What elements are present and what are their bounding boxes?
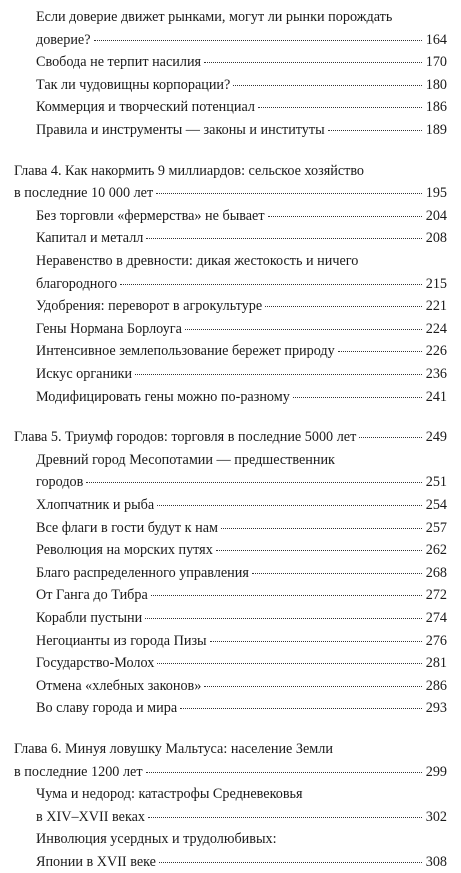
dot-leader [359,437,422,438]
page-number: 215 [425,275,447,292]
dot-leader [233,85,422,86]
entry-text: Благо распределенного управления [36,564,249,581]
entry-text: Капитал и металл [36,230,144,247]
toc-entry [36,205,447,227]
page-number: 308 [425,854,447,870]
dot-leader [157,663,422,664]
toc-entry [36,386,447,408]
toc-entry: Чума и недород: катастрофы Средневековья [36,786,303,803]
page-number: 164 [425,31,447,48]
toc-entry [36,562,447,584]
entry-text: Модифицировать гены можно по-разному [36,388,290,405]
entry-text: Японии в XVII веке [36,854,156,870]
chapter-heading [14,761,447,783]
page-number: 208 [425,230,447,247]
page-number: 254 [425,497,447,513]
page-number: 249 [425,429,447,446]
dot-leader [258,107,422,108]
page-number: 204 [425,207,447,224]
page-number: 236 [425,366,447,382]
entry-text: Во славу города и мира [36,700,178,717]
entry-text: благородного [36,275,118,292]
dot-leader [293,397,422,398]
chapter-heading [14,182,447,204]
page-number: 257 [425,519,447,536]
dot-leader [180,708,422,709]
entry-text: в XIV–XVII веках [36,808,146,825]
toc-entry [36,51,447,73]
page-number: 180 [425,76,447,93]
page-number: 221 [425,298,447,315]
toc-entry [36,471,447,493]
toc-entry [36,806,447,828]
toc-entry [36,517,447,539]
dot-leader [135,374,422,375]
toc-entry [36,851,447,873]
page-number: 293 [425,700,447,717]
toc-entry [36,318,447,340]
dot-leader [120,284,422,285]
entry-text: Корабли пустыни [36,610,143,626]
page-number: 302 [425,808,447,825]
page-number: 224 [425,320,447,337]
page-number: 241 [425,388,447,405]
toc-entry [36,227,447,249]
dot-leader [210,641,422,642]
toc-entry: Если доверие движет рынками, могут ли рынки порождать [36,9,393,25]
entry-text: Коммерция и творческий потенциал [36,99,255,116]
dot-leader [328,130,422,131]
dot-leader [157,505,422,506]
dot-leader [146,772,422,773]
page-number: 251 [425,474,447,491]
entry-text: в последние 1200 лет [14,763,143,780]
page-number: 195 [425,185,447,202]
entry-text: Отмена «хлебных законов» [36,677,202,694]
page-number: 262 [425,542,447,559]
entry-text: Все флаги в гости будут к нам [36,519,218,536]
dot-leader [252,573,422,574]
toc-entry [36,29,447,51]
dot-leader [146,238,422,239]
toc-entry [36,697,447,719]
toc-entry [36,630,447,652]
dot-leader [185,329,422,330]
page-number: 189 [425,122,447,138]
entry-text: Хлопчатник и рыба [36,497,155,513]
entry-text: городов [36,474,84,491]
entry-text: Свобода не терпит насилия [36,54,202,71]
dot-leader [151,595,422,596]
dot-leader [148,817,422,818]
toc-entry: Инволюция усердных и трудолюбивых: [36,831,277,848]
toc-entry [36,675,447,697]
toc-entry [36,96,447,118]
page-number: 286 [425,677,447,694]
toc-entry [36,273,447,295]
entry-text: Революция на морских путях [36,542,213,559]
page-number: 299 [425,763,447,780]
dot-leader [204,62,422,63]
page-number: 274 [425,610,447,626]
toc-entry [36,652,447,674]
entry-text: Правила и инструменты — законы и институты [36,122,325,138]
entry-text: От Ганга до Тибра [36,587,148,604]
chapter-heading [14,426,447,448]
chapter-heading: Глава 4. Как накормить 9 миллиардов: сельское хозяйство [14,162,365,179]
toc-entry [36,74,447,96]
toc-entry [36,539,447,561]
page-number: 276 [425,632,447,649]
dot-leader [216,550,422,551]
dot-leader [265,306,422,307]
page-number: 268 [425,564,447,581]
toc-entry [36,584,447,606]
chapter-heading: Глава 6. Минуя ловушку Мальтуса: население Земли [14,741,333,757]
page-number: 272 [425,587,447,604]
dot-leader [268,216,422,217]
page-number: 170 [425,54,447,71]
toc-entry: Неравенство в древности: дикая жестокость и ничего [36,253,359,269]
entry-text: в последние 10 000 лет [14,185,154,202]
dot-leader [86,482,422,483]
entry-text: Глава 5. Триумф городов: торговля в последние 5000 лет [14,429,357,446]
dot-leader [204,686,422,687]
toc-entry [36,340,447,362]
entry-text: Искус органики [36,366,133,382]
dot-leader [159,862,422,863]
toc-entry [36,295,447,317]
entry-text: Негоцианты из города Пизы [36,632,207,649]
entry-text: Так ли чудовищны корпорации? [36,76,231,93]
toc-entry [36,119,447,141]
page-number: 226 [425,343,447,360]
page-number: 186 [425,99,447,116]
entry-text: Гены Нормана Борлоуга [36,320,182,337]
entry-text: Государство-Молох [36,655,155,672]
toc-entry [36,494,447,516]
toc-entry [36,607,447,629]
entry-text: Удобрения: переворот в агрокультуре [36,298,263,315]
page-number: 281 [425,655,447,672]
dot-leader [221,528,422,529]
entry-text: Без торговли «фермерства» не бывает [36,207,265,224]
dot-leader [145,618,422,619]
dot-leader [338,351,422,352]
dot-leader [94,40,422,41]
dot-leader [156,193,422,194]
toc-entry [36,363,447,385]
entry-text: доверие? [36,31,91,48]
toc-entry: Древний город Месопотамии — предшественник [36,451,335,468]
entry-text: Интенсивное землепользование бережет природу [36,343,335,360]
